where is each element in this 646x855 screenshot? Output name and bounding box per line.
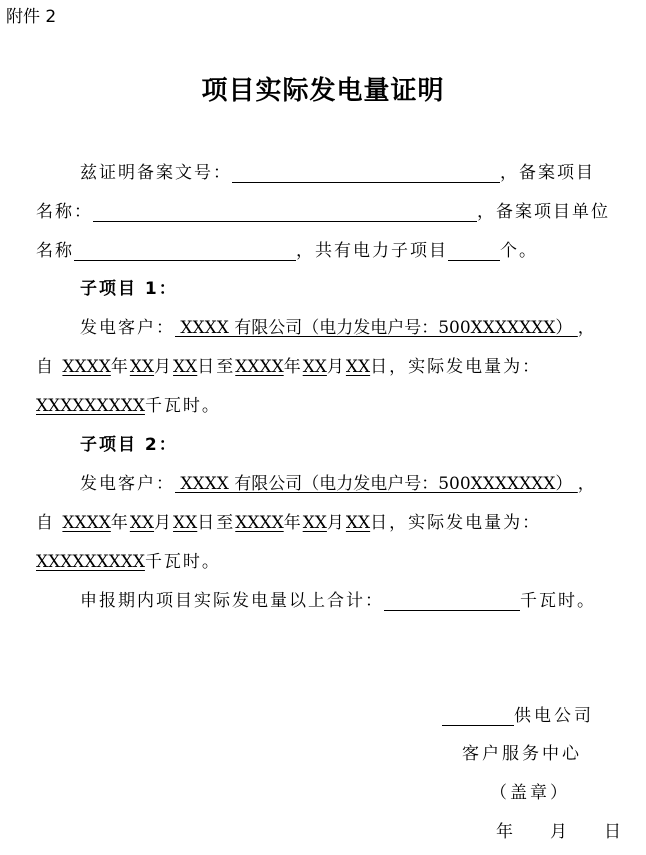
subproject-2-amount [36, 547, 221, 572]
unit-label: 千瓦时。 [144, 552, 221, 572]
project-name-blank [93, 203, 477, 222]
company-label: 供电公司 [514, 706, 594, 726]
end-day: XX [345, 357, 371, 377]
date-day-label: 日 [604, 822, 624, 842]
month-label: 月 [326, 513, 346, 533]
unit-label: 千瓦时。 [144, 396, 221, 416]
start-month: XX [129, 357, 155, 377]
start-month: XX [129, 513, 155, 533]
start-day: XX [173, 513, 198, 533]
end-month: XX [302, 513, 327, 533]
end-year: XXXX [235, 357, 284, 377]
customer-value: XXXX 有限公司（电力发电户号：500XXXXXXX） [175, 474, 578, 494]
attachment-label: 附件 2 [6, 7, 57, 27]
subproject-1-heading: 子项目 1： [80, 279, 178, 299]
intro-line-3 [36, 236, 538, 261]
from-label: 自 [36, 357, 55, 377]
day-to-label: 日至 [197, 357, 236, 377]
intro-line-1 [80, 158, 595, 183]
day-to-label: 日至 [197, 513, 236, 533]
company-blank [442, 707, 514, 726]
customer-label: 发电客户： [80, 318, 175, 338]
filing-number-label: 兹证明备案文号： [80, 163, 232, 183]
generation-label: 日，实际发电量为： [370, 513, 542, 533]
start-year: XXXX [62, 357, 111, 377]
comma: ， [577, 474, 597, 494]
comma: ， [577, 318, 597, 338]
year-label: 年 [283, 357, 303, 377]
count-suffix: 个。 [500, 241, 538, 261]
amount-value: XXXXXXXXX [36, 396, 145, 416]
date-year-label: 年 [496, 822, 516, 842]
filing-number-blank [232, 164, 500, 183]
subproject-1-amount [36, 391, 221, 416]
start-day: XX [173, 357, 198, 377]
year-label: 年 [110, 357, 130, 377]
unit-name-label: 名称 [36, 241, 74, 261]
end-year: XXXX [235, 513, 284, 533]
customer-value: XXXX 有限公司（电力发电户号：500XXXXXXX） [175, 318, 578, 338]
project-label: ，备案项目 [500, 163, 595, 183]
date-month-label: 月 [550, 822, 570, 842]
total-line [80, 586, 596, 611]
total-unit: 千瓦时。 [520, 591, 596, 611]
page-title: 项目实际发电量证明 [201, 76, 445, 106]
subproject-2-customer [80, 469, 597, 494]
subproject-count-label: ，共有电力子项目 [296, 241, 448, 261]
total-label: 申报期内项目实际发电量以上合计： [80, 591, 384, 611]
from-label: 自 [36, 513, 55, 533]
end-day: XX [345, 513, 371, 533]
project-name-label: 名称： [36, 202, 93, 222]
end-month: XX [302, 357, 327, 377]
customer-label: 发电客户： [80, 474, 175, 494]
subproject-count-blank [448, 242, 500, 261]
subproject-2-heading: 子项目 2： [80, 435, 178, 455]
subproject-1-period [36, 352, 541, 377]
seal-label: （盖章） [490, 783, 570, 803]
month-label: 月 [154, 357, 174, 377]
start-year: XXXX [62, 513, 111, 533]
month-label: 月 [154, 513, 174, 533]
amount-value: XXXXXXXXX [36, 552, 145, 572]
total-blank [384, 592, 520, 611]
subproject-1-customer [80, 313, 597, 338]
project-unit-label: ，备案项目单位 [477, 202, 610, 222]
intro-line-2 [36, 197, 610, 222]
month-label: 月 [326, 357, 346, 377]
service-center: 客户服务中心 [462, 744, 582, 764]
year-label: 年 [110, 513, 130, 533]
generation-label: 日，实际发电量为： [370, 357, 542, 377]
company-line [442, 701, 594, 726]
subproject-2-period [36, 508, 541, 533]
year-label: 年 [283, 513, 303, 533]
unit-name-blank [74, 242, 296, 261]
